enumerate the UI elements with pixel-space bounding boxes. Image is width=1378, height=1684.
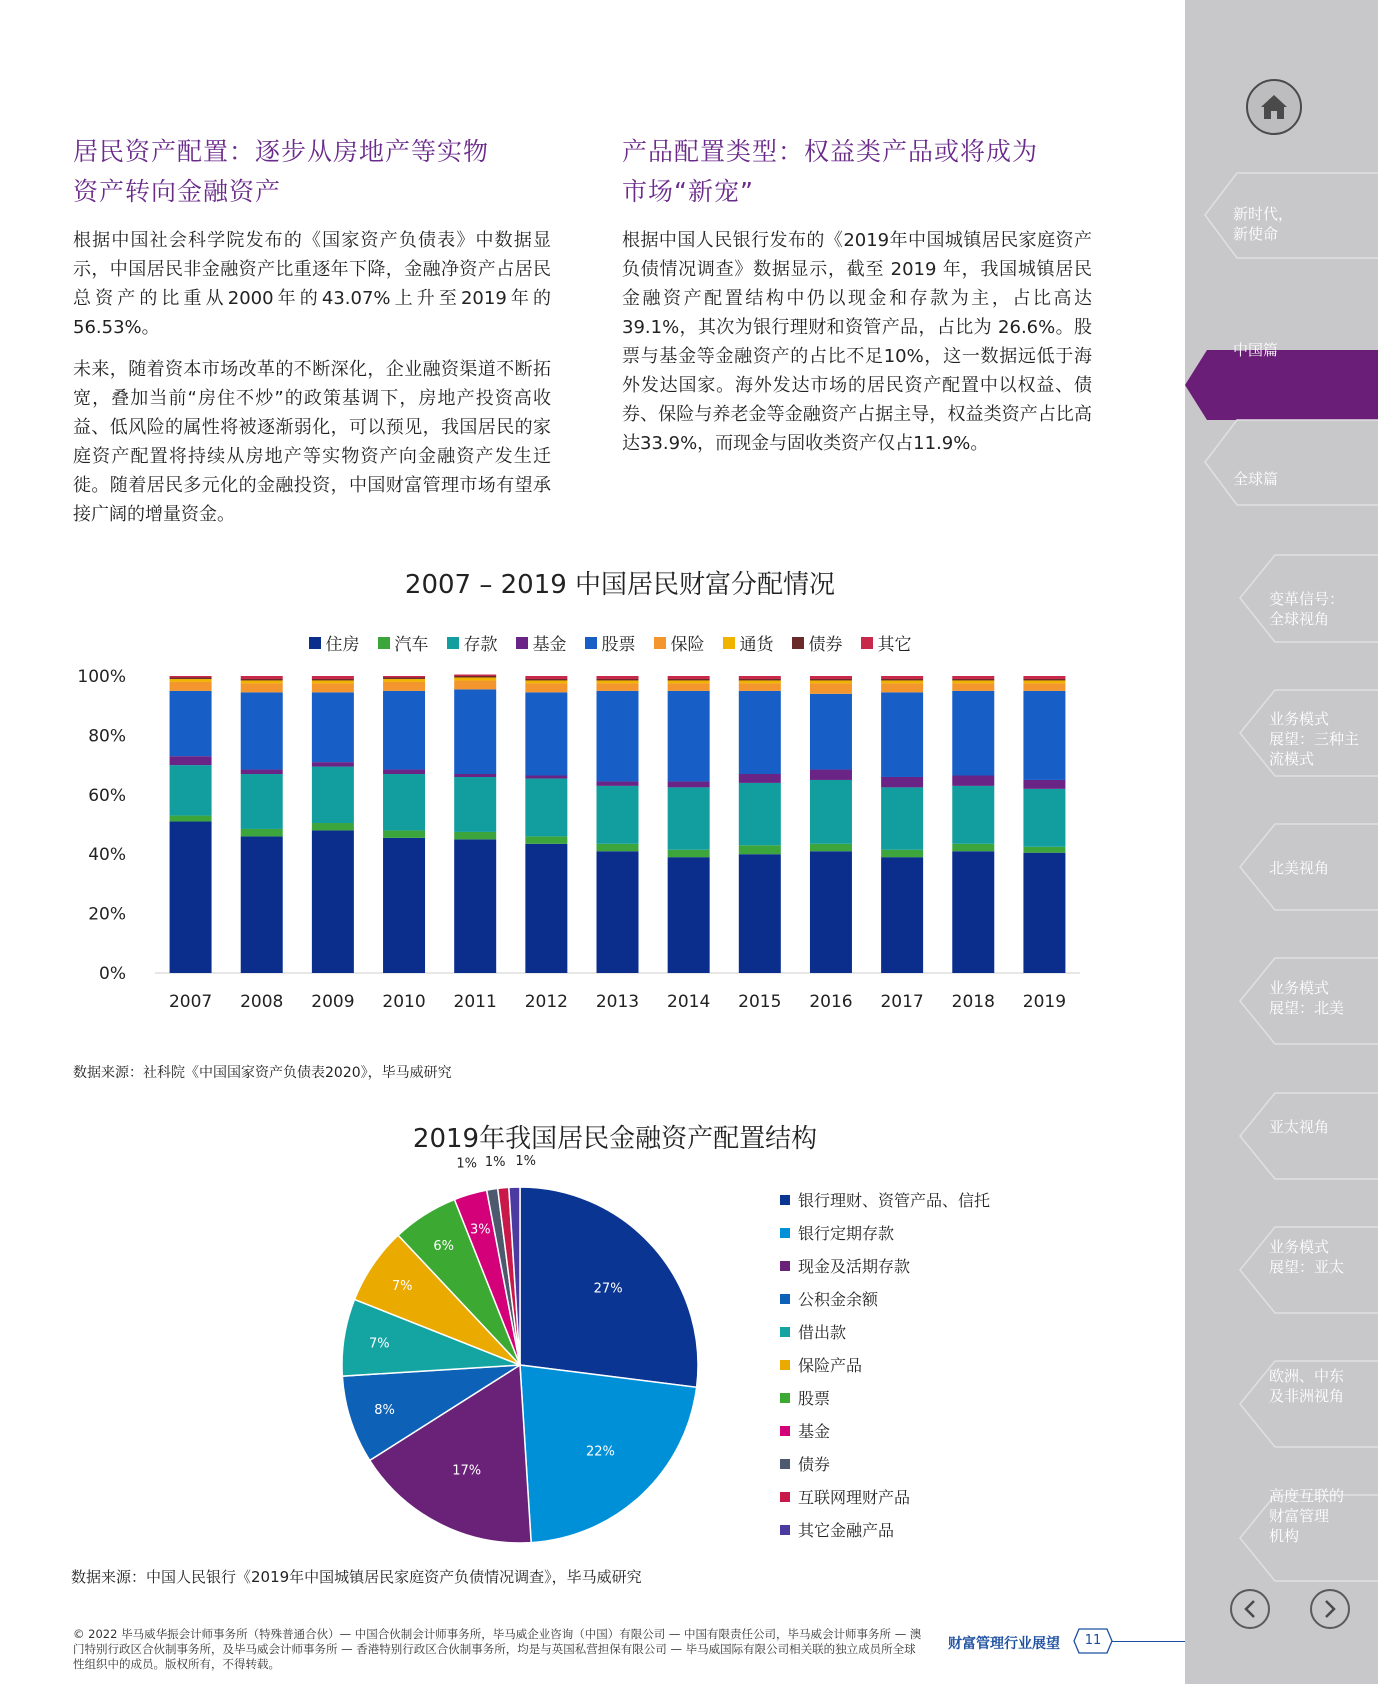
legend-label: 基金 [798,1422,831,1441]
bar-segment [1023,680,1065,683]
bar-segment [810,851,852,973]
bar-segment [170,679,212,682]
sidebar-item-business-models-na[interactable] [1269,978,1344,1018]
bar-segment [1023,691,1065,780]
bar-segment [454,675,496,676]
footer-brand[interactable]: 财富管理行业展望 [948,1636,1060,1652]
legend-label: 住房 [325,635,360,655]
legend-label: 银行理财、资管产品、信托 [798,1191,991,1210]
legend-swatch [585,637,597,649]
bar-segment [454,677,496,680]
bar-segment [881,676,923,679]
legend-label: 公积金余额 [798,1290,879,1309]
legend-item [516,630,567,655]
bar-segment [1023,683,1065,690]
legend-item [585,630,636,655]
sidebar-active-highlight [1185,350,1378,420]
next-page-button[interactable] [1310,1589,1350,1629]
sidebar-item-emea[interactable] [1269,1366,1344,1406]
left-column [73,132,551,542]
bar-segment [312,679,354,680]
bar-segment [454,689,496,774]
pie-slice-label: 1% [456,1156,478,1172]
sidebar-item-label: 展望：亚太 [1269,1258,1345,1276]
bar-segment [1023,847,1065,853]
right-heading [622,132,1092,212]
legend-label: 其它 [877,635,912,655]
bar-segment [170,822,212,973]
bar-segment [668,857,710,973]
bar-segment [952,679,994,680]
bar-segment [881,680,923,683]
x-tick-label: 2008 [240,992,284,1012]
bar-segment [241,829,283,836]
bar-segment [312,683,354,692]
legend-label: 存款 [463,635,498,655]
legend-label: 债券 [808,635,843,655]
pie-slice-label: 7% [391,1278,413,1294]
bar-segment [739,683,781,690]
bar-segment [739,774,781,783]
y-tick-label: 0% [99,964,126,984]
bar-segment [454,839,496,973]
bar-segment [952,680,994,683]
bar-segment [312,830,354,973]
sidebar-shapes [1185,0,1378,1684]
legend-item [780,1480,990,1513]
legend-item [447,630,498,655]
bar-segment [241,676,283,679]
bar-segment [810,680,852,683]
bar-segment [597,844,639,851]
legend-label: 汽车 [394,635,429,655]
bar-segment [668,679,710,680]
page-number: 11 [1084,1633,1102,1648]
bar-segment [241,692,283,769]
legend-item [780,1249,990,1282]
bar-segment [952,691,994,776]
x-tick-label: 2016 [809,992,853,1012]
pie-chart-legend [780,1183,990,1546]
x-tick-label: 2011 [453,992,497,1012]
sidebar-item-change-signals[interactable] [1269,589,1344,629]
bar-segment [597,680,639,683]
bar-segment [597,786,639,844]
right-paragraph-1: 根据中国人民银行发布的《2019年中国城镇居民家庭资产负债情况调查》数据显示，截至 2019 年，我国城镇居民金融资产配置结构中仍以现金和存款为主，占比高达 39.1%，其次为银行理财和资管产品，占比为 26.6%。股票与基金等金融资产的占比不足10%，这一数据远低于海外发达国家。海外发达市场的居民资产配置中以权益、债券、保险与养老金等金融资产占据主导，权益类资产占比高达33.9%，而现金与固收类资产仅占11.9%。 [622,230,1092,454]
bar-segment [454,777,496,832]
legend-label: 通货 [739,635,774,655]
legend-swatch [654,637,666,649]
x-tick-label: 2019 [1022,992,1067,1012]
bar-segment [383,691,425,770]
bar-segment [312,680,354,683]
bar-segment [525,775,567,778]
pie-slice-label: 7% [369,1336,390,1352]
legend-swatch [780,1195,790,1205]
bar-segment [810,683,852,693]
left-heading-line2: 资产转向金融资产 [73,177,282,206]
legend-swatch [780,1228,790,1238]
bar-segment [170,691,212,756]
sidebar-item-label: 新时代， [1233,205,1294,223]
pie-slice-label: 22% [585,1444,615,1460]
bar-segment [241,770,283,774]
bar-segment [383,677,425,678]
bar-segment [1023,780,1065,789]
bar-segment [881,850,923,857]
legend-swatch [780,1261,790,1271]
bar-segment [312,676,354,679]
bar-segment [170,677,212,678]
y-tick-label: 20% [88,904,126,925]
legend-item [780,1381,990,1414]
x-tick-label: 2017 [880,992,924,1012]
sidebar-item-business-models-three[interactable] [1269,709,1359,769]
bar-segment [525,778,567,836]
legend-swatch [447,637,459,649]
left-paragraph-2: 未来，随着资本市场改革的不断深化，企业融资渠道不断拓宽，叠加当前“房住不炒”的政策基调下，房地产投资高收益、低风险的属性将被逐渐弱化，可以预见，我国居民的家庭资产配置将持续从房地产等实物资产向金融资产发生迁徙。随着居民多元化的金融投资，中国财富管理市场有望承接广阔的增量资金。 [73,359,551,525]
legend-item [309,630,360,655]
bar-segment [1023,853,1065,973]
sidebar-item-label: 欧洲、中东 [1269,1367,1345,1385]
bar-segment [739,691,781,774]
sidebar-nav [1185,0,1378,1684]
chevron-right-icon [1322,1599,1338,1619]
sidebar-item-label: 高度互联的 [1269,1487,1345,1505]
legend-swatch [378,637,390,649]
bar-segment [668,781,710,787]
bar-segment [597,781,639,785]
pie-chart [330,1155,750,1565]
legend-item [780,1282,990,1315]
bar-segment [881,787,923,849]
bar-segment [241,680,283,683]
legend-swatch [780,1294,790,1304]
bar-segment [739,679,781,680]
bar-segment [881,679,923,680]
legend-item [780,1183,990,1216]
right-heading-line2: 市场“新宠” [622,177,754,206]
sidebar-item-label: 流模式 [1269,750,1315,768]
legend-item [780,1216,990,1249]
y-tick-label: 60% [88,785,126,806]
sidebar-item-label: 财富管理 [1269,1507,1330,1525]
bar-segment [312,692,354,762]
sidebar-item-label: 中国篇 [1233,341,1279,359]
bar-segment [525,692,567,775]
legend-swatch [780,1525,790,1535]
x-tick-label: 2014 [667,992,711,1012]
bar-segment [668,683,710,690]
bar-segment [739,783,781,845]
bar-segment [668,787,710,849]
left-heading-line1: 居民资产配置：逐步从房地产等实物 [73,137,490,166]
sidebar-item-global[interactable] [1233,469,1278,489]
bar-chart-source: 数据来源：社科院《中国国家资产负债表2020》，毕马威研究 [73,1065,452,1081]
legend-swatch [780,1492,790,1502]
x-tick-label: 2012 [524,992,568,1012]
y-tick-label: 40% [88,845,126,866]
sidebar-item-label: 全球视角 [1269,610,1330,628]
bar-segment [597,683,639,690]
pie-slice-label: 3% [469,1222,491,1238]
legend-item [861,630,912,655]
sidebar-item-label: 业务模式 [1269,710,1330,728]
legend-item [723,630,774,655]
bar-segment [454,676,496,677]
left-heading [73,132,551,212]
bar-segment [170,756,212,765]
legend-item [780,1447,990,1480]
bar-segment [668,680,710,683]
sidebar-item-label: 业务模式 [1269,1238,1330,1256]
x-tick-label: 2015 [738,992,782,1012]
sidebar-item-label: 北美视角 [1269,859,1330,877]
sidebar-item-label: 业务模式 [1269,979,1330,997]
bar-segment [170,676,212,677]
bar-segment [739,854,781,973]
pie-slice-label: 27% [593,1281,623,1297]
legend-swatch [780,1327,790,1337]
legend-swatch [792,637,804,649]
x-tick-label: 2007 [168,992,213,1012]
legend-swatch [780,1426,790,1436]
sidebar-item-china[interactable] [1233,340,1278,360]
footer-legal-text: © 2022 毕马威华振会计师事务所（特殊普通合伙）— 中国合伙制会计师事务所，毕马威企业咨询（中国）有限公司 — 中国有限责任公司，毕马威会计师事务所 — 澳门特别行政区合伙制事务所，及毕马威会计师事务所 — 香港特别行政区合伙制事务所，均是与英国私营担保有限公司 — 毕马威国际有限公司相关联的独立成员所全球性组织中的成员。版权所有，不得转载。 [73,1627,922,1671]
bar-segment [668,691,710,782]
legend-item [780,1315,990,1348]
legend-label: 保险产品 [798,1356,863,1375]
bar-segment [952,775,994,785]
legend-swatch [861,637,873,649]
pie-slice-label: 17% [452,1463,482,1479]
bar-segment [241,679,283,680]
legend-item [378,630,429,655]
sidebar-item-asia-pacific[interactable] [1269,1117,1329,1137]
chevron-left-icon [1242,1599,1258,1619]
legend-swatch [516,637,528,649]
x-tick-label: 2018 [951,992,995,1012]
legend-swatch [780,1393,790,1403]
bar-segment [810,780,852,844]
home-button[interactable] [1246,79,1302,135]
bar-segment [312,762,354,766]
bar-segment [810,844,852,851]
bar-segment [525,679,567,680]
legend-label: 保险 [670,635,705,655]
sidebar-item-label: 展望：北美 [1269,999,1345,1017]
bar-chart-legend [150,630,1070,655]
bar-segment [525,683,567,692]
bar-segment [810,770,852,780]
bar-segment [952,844,994,851]
x-tick-label: 2009 [311,992,355,1012]
pie-chart-source: 数据来源：中国人民银行《2019年中国城镇居民家庭资产负债情况调查》，毕马威研究 [71,1568,642,1586]
legend-swatch [780,1459,790,1469]
pie-slice-label: 6% [433,1238,455,1254]
bar-segment [383,838,425,973]
y-tick-label: 80% [88,726,126,747]
bar-segment [668,850,710,857]
bar-segment [170,816,212,822]
sidebar-item-north-america[interactable] [1269,858,1329,878]
sidebar-item-connected-institutions[interactable] [1269,1486,1344,1546]
legend-label: 互联网理财产品 [798,1488,911,1507]
bar-segment [525,836,567,843]
bar-segment [739,676,781,679]
bar-segment [810,676,852,679]
bar-segment [597,851,639,973]
legend-label: 借出款 [798,1323,847,1342]
legend-item [654,630,705,655]
right-heading-line1: 产品配置类型：权益类产品或将成为 [622,137,1039,166]
sidebar-item-business-models-apac[interactable] [1269,1237,1344,1277]
bar-segment [454,832,496,839]
legend-swatch [309,637,321,649]
legend-swatch [780,1360,790,1370]
bar-segment [312,767,354,823]
sidebar-item-label: 全球篇 [1233,470,1279,488]
bar-segment [383,679,425,682]
legend-swatch [723,637,735,649]
page-number-badge [1073,1628,1113,1654]
sidebar-item-label: 新使命 [1233,225,1279,243]
bar-segment [383,676,425,677]
pie-slice-label: 1% [484,1155,506,1170]
bar-segment [1023,789,1065,847]
y-tick-label: 100% [77,668,126,687]
bar-segment [881,683,923,692]
legend-item [780,1513,990,1546]
bar-segment [881,777,923,787]
x-tick-label: 2013 [595,992,640,1012]
bar-segment [454,774,496,777]
bar-segment [810,694,852,770]
sidebar-item-label: 变革信号： [1269,590,1345,608]
bar-segment [668,676,710,679]
left-paragraph-1: 根据中国社会科学院发布的《国家资产负债表》中数据显示，中国居民非金融资产比重逐年下降，金融净资产占居民总资产的比重从2000年的43.07%上升至2019年的56.53%。 [73,230,551,338]
bar-segment [597,679,639,680]
bar-segment [170,765,212,815]
legend-item [780,1348,990,1381]
previous-page-button[interactable] [1230,1589,1270,1629]
bar-segment [525,680,567,683]
x-tick-label: 2010 [382,992,426,1012]
bar-segment [241,836,283,973]
legend-label: 银行定期存款 [798,1224,895,1243]
bar-segment [241,683,283,692]
bar-segment [952,683,994,690]
legend-label: 债券 [798,1455,831,1474]
legend-label: 股票 [601,635,636,655]
legend-item [792,630,843,655]
bar-segment [881,692,923,777]
legend-item [780,1414,990,1447]
bar-segment [454,680,496,689]
bar-segment [312,823,354,830]
bar-chart-title: 2007 – 2019 中国居民财富分配情况 [404,570,836,600]
right-column [622,132,1092,471]
bar-segment [383,682,425,691]
pie-slice-label: 8% [374,1403,395,1419]
page-nav-arrows [1228,1587,1368,1633]
sidebar-item-label: 及非洲视角 [1269,1387,1345,1405]
bar-segment [881,857,923,973]
footer-divider [1112,1641,1185,1642]
bar-segment [383,770,425,774]
legend-label: 其它金融产品 [798,1521,895,1540]
bar-segment [810,679,852,680]
bar-segment [170,682,212,691]
legend-label: 现金及活期存款 [798,1257,911,1276]
sidebar-item-label: 亚太视角 [1269,1118,1330,1136]
bar-segment [739,845,781,854]
bar-segment [525,844,567,973]
bar-segment [952,676,994,679]
pie-slice-label: 1% [515,1155,537,1170]
sidebar-item-label: 机构 [1269,1527,1300,1545]
bar-segment [739,680,781,683]
bar-segment [1023,676,1065,679]
sidebar-item-new-era[interactable] [1233,204,1293,244]
bar-segment [525,676,567,679]
legend-label: 股票 [798,1389,831,1408]
bar-chart [60,668,1100,1048]
legend-label: 基金 [532,635,567,655]
bar-segment [952,786,994,844]
bar-segment [241,774,283,829]
bar-segment [383,774,425,830]
bar-segment [952,851,994,973]
home-icon [1259,93,1289,121]
bar-segment [597,691,639,782]
bar-segment [383,830,425,837]
bar-segment [1023,679,1065,680]
sidebar-item-label: 展望：三种主 [1269,730,1360,748]
bar-segment [597,676,639,679]
sidebar-chevron [1205,420,1378,505]
pie-chart-title: 2019年我国居民金融资产配置结构 [412,1124,818,1154]
